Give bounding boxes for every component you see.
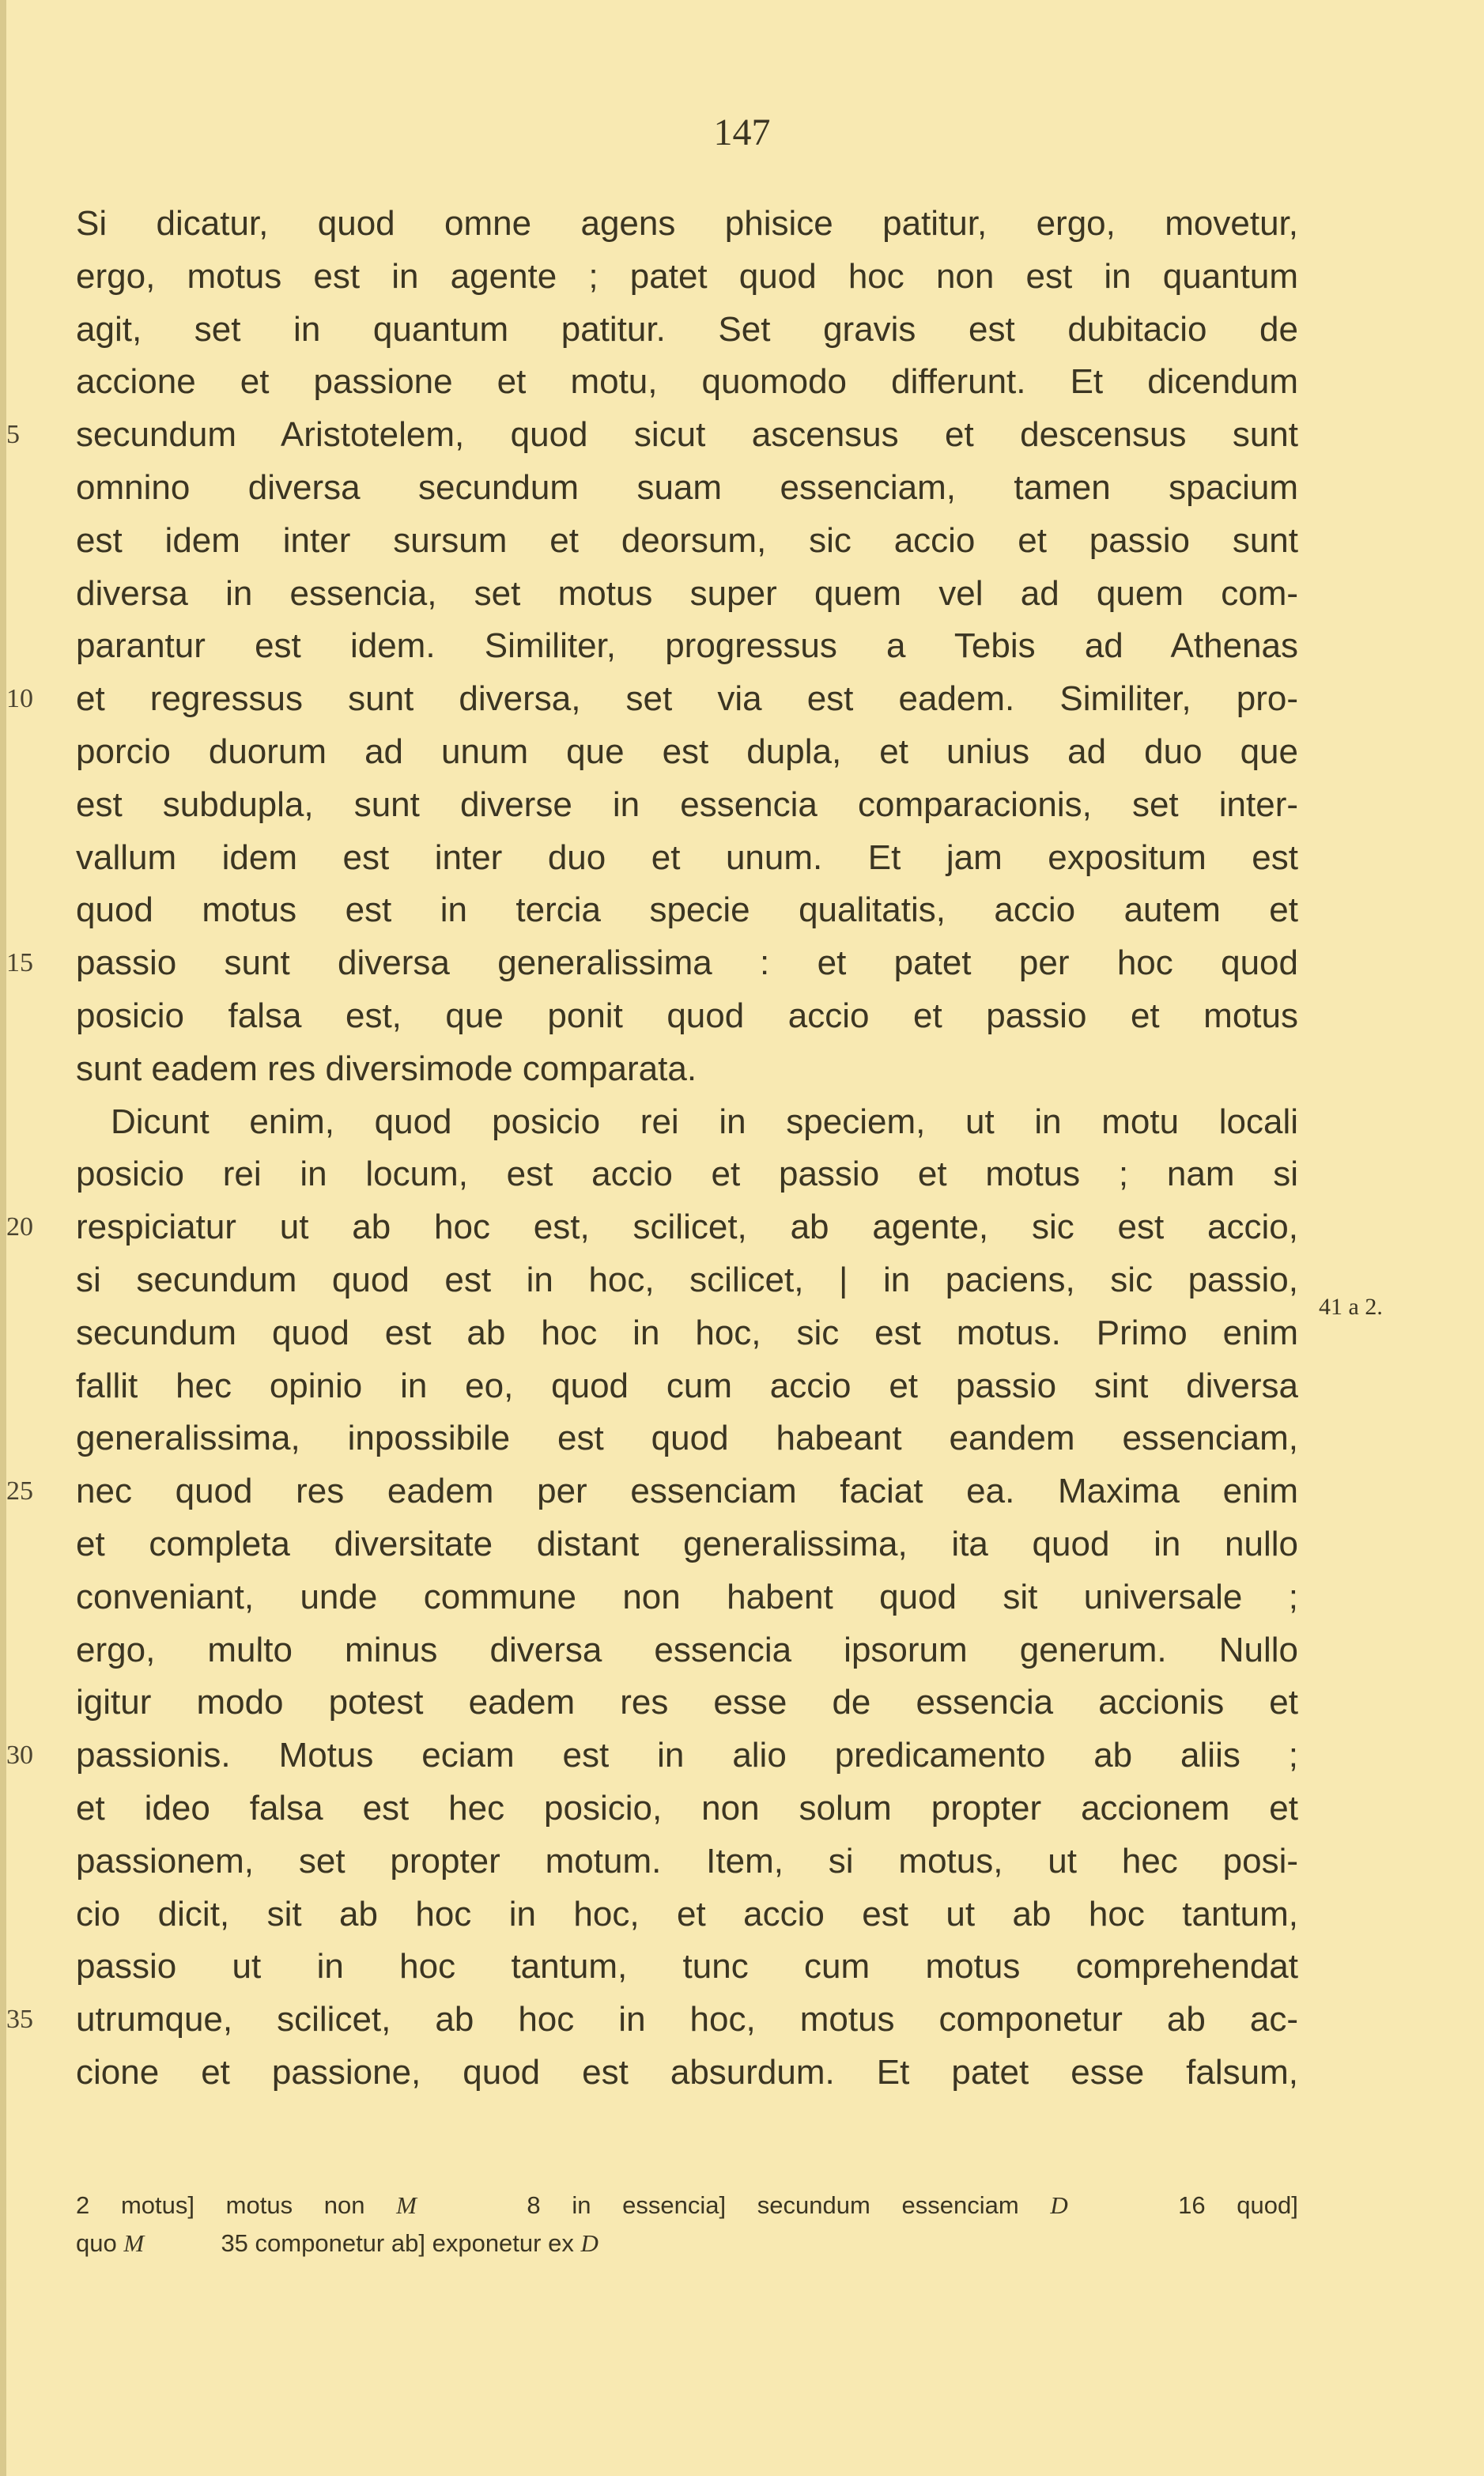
footnote-reading: quo — [76, 2229, 117, 2257]
text-line — [6, 1994, 1298, 2047]
line-number: 5 — [6, 420, 20, 450]
footnote-reading: secundum essenciam — [757, 2191, 1019, 2219]
text-line — [76, 1412, 1298, 1465]
line-text: cione et passione, quod est absurdum. Et patet esse falsum, — [76, 2052, 1298, 2092]
line-text: Dicunt enim, quod posicio rei in speciem, ut in motu locali — [111, 1102, 1298, 1141]
footnote-line-1 — [76, 2187, 1298, 2225]
text-line — [76, 1676, 1298, 1729]
line-text: posicio falsa est, que ponit quod accio et passio et motus — [76, 996, 1298, 1035]
line-text: passio ut in hoc tantum, tunc cum motus comprehendat — [76, 1947, 1298, 1986]
text-line — [76, 304, 1298, 357]
text-line — [6, 409, 1298, 462]
text-line — [76, 1096, 1298, 1149]
line-number: 20 — [6, 1212, 33, 1242]
text-line — [76, 1148, 1298, 1201]
line-text: diversa in essencia, set motus super quem vel ad quem com- — [76, 573, 1298, 613]
line-number: 25 — [6, 1476, 33, 1506]
line-text: agit, set in quantum patitur. Set gravis est dubitacio de — [76, 309, 1298, 349]
text-line — [6, 937, 1298, 990]
line-text: igitur modo potest eadem res esse de essencia accionis et — [76, 1683, 1298, 1722]
line-number: 35 — [6, 2005, 33, 2035]
text-line — [76, 515, 1298, 568]
line-text: respiciatur ut ab hoc est, scilicet, ab agente, sic est accio, — [76, 1208, 1298, 1247]
text-line — [76, 251, 1298, 304]
line-text: passio sunt diversa generalissima : et patet per hoc quod — [76, 943, 1298, 983]
line-text: Si dicatur, quod omne agens phisice patitur, ergo, movetur, — [76, 204, 1298, 243]
text-line — [76, 198, 1298, 251]
line-text: passionem, set propter motum. Item, si motus, ut hec posi- — [76, 1841, 1298, 1881]
line-text: utrumque, scilicet, ab hoc in hoc, motus componetur ab ac- — [76, 2000, 1298, 2039]
line-text: vallum idem est inter duo et unum. Et jam expositum est — [76, 837, 1298, 877]
line-text: porcio duorum ad unum que est dupla, et unius ad duo que — [76, 731, 1298, 771]
text-line — [76, 1360, 1298, 1413]
text-line — [76, 1571, 1298, 1624]
text-line — [76, 356, 1298, 409]
footnote-lemma: motus] — [120, 2191, 194, 2219]
text-line — [76, 779, 1298, 832]
footnote-reading: exponetur ex — [432, 2229, 574, 2257]
text-line — [6, 673, 1298, 726]
text-line — [6, 1201, 1298, 1254]
line-text: cio dicit, sit ab hoc in hoc, et accio est ut ab hoc tantum, — [76, 1894, 1298, 1934]
text-line — [76, 832, 1298, 885]
text-line — [76, 1043, 1298, 1096]
text-line — [6, 1465, 1298, 1518]
line-text: quod motus est in tercia specie qualitatis, accio autem et — [76, 890, 1298, 930]
footnote-siglum: M — [396, 2191, 417, 2219]
footnote-number: 35 — [221, 2229, 248, 2257]
line-text: parantur est idem. Similiter, progressus a Tebis ad Athenas — [76, 626, 1298, 666]
text-line — [76, 1782, 1298, 1835]
line-text: accione et passione et motu, quomodo differunt. Et dicendum — [76, 362, 1298, 402]
text-line — [76, 1518, 1298, 1571]
line-text: et completa diversitate distant generalissima, ita quod in nullo — [76, 1524, 1298, 1563]
line-text: passionis. Motus eciam est in alio predicamento ab aliis ; — [76, 1736, 1298, 1775]
line-text: sunt eadem res diversimode comparata. — [76, 1049, 697, 1088]
line-text: fallit hec opinio in eo, quod cum accio et passio sint diversa — [76, 1366, 1298, 1405]
line-text: omnino diversa secundum suam essenciam, tamen spacium — [76, 467, 1298, 507]
line-text: ergo, motus est in agente ; patet quod hoc non est in quantum — [76, 256, 1298, 296]
text-line — [76, 1307, 1298, 1360]
line-number: 15 — [6, 948, 33, 978]
line-text: ergo, multo minus diversa essencia ipsorum generum. Nullo — [76, 1630, 1298, 1669]
text-line — [76, 1835, 1298, 1888]
line-number: 30 — [6, 1741, 33, 1771]
footnote-reading: motus non — [225, 2191, 365, 2219]
line-text: si secundum quod est in hoc, scilicet, | in paciens, sic passio, — [76, 1260, 1298, 1299]
text-line — [76, 990, 1298, 1043]
footnotes — [76, 2187, 1298, 2262]
line-text: secundum Aristotelem, quod sicut ascensus et descensus sunt — [76, 415, 1298, 455]
main-text — [6, 198, 1298, 2100]
line-text: et ideo falsa est hec posicio, non solum propter accionem et — [76, 1788, 1298, 1828]
text-line — [76, 2047, 1298, 2100]
text-line — [76, 1254, 1298, 1307]
line-text: posicio rei in locum, est accio et passio et motus ; nam si — [76, 1155, 1298, 1194]
footnote-number: 16 — [1178, 2191, 1206, 2219]
footnote-lemma: quod] — [1237, 2191, 1298, 2219]
margin-reference: 41 a 2. — [1319, 1294, 1383, 1320]
text-line — [76, 568, 1298, 621]
footnote-number: 8 — [527, 2191, 541, 2219]
text-line — [76, 726, 1298, 779]
line-text: nec quod res eadem per essenciam faciat ea. Maxima enim — [76, 1472, 1298, 1511]
footnote-siglum: D — [580, 2229, 599, 2257]
line-text: et regressus sunt diversa, set via est eadem. Similiter, pro- — [76, 679, 1298, 719]
text-line — [6, 1729, 1298, 1782]
line-text: est idem inter sursum et deorsum, sic accio et passio sunt — [76, 520, 1298, 560]
text-line — [76, 1888, 1298, 1941]
line-text: generalissima, inpossibile est quod habeant eandem essenciam, — [76, 1419, 1298, 1458]
footnote-number: 2 — [76, 2191, 90, 2219]
text-line — [76, 884, 1298, 937]
text-line — [76, 462, 1298, 515]
line-number: 10 — [6, 684, 33, 714]
page-edge — [0, 0, 6, 2476]
page-number: 147 — [713, 112, 771, 153]
line-text: est subdupla, sunt diverse in essencia comparacionis, set inter- — [76, 784, 1298, 824]
footnote-lemma: in essencia] — [572, 2191, 727, 2219]
footnote-siglum: M — [123, 2229, 145, 2257]
footnote-line-2 — [76, 2225, 1298, 2262]
text-line — [76, 1624, 1298, 1677]
line-text: secundum quod est ab hoc in hoc, sic est motus. Primo enim — [76, 1313, 1298, 1352]
footnote-lemma: componetur ab] — [255, 2229, 425, 2257]
text-line — [76, 620, 1298, 673]
text-line — [76, 1941, 1298, 1994]
line-text: conveniant, unde commune non habent quod sit universale ; — [76, 1577, 1298, 1616]
footnote-siglum: D — [1050, 2191, 1068, 2219]
